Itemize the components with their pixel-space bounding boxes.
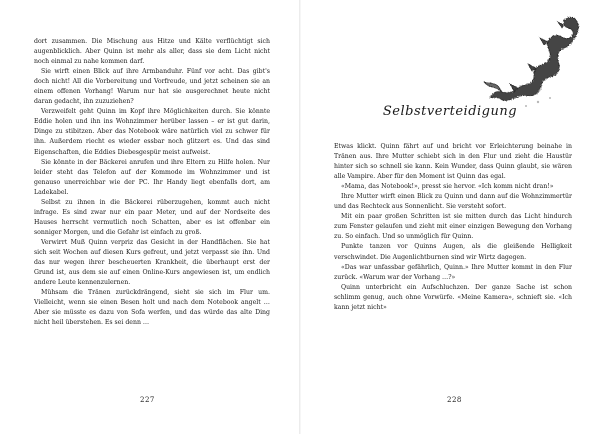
paragraph: Sie wirft einen Blick auf ihre Armbanduhr. Fünf vor acht. Das gibt's doch nicht! All die Vorbereitung und Vorfreude, und jetzt scheinen sie an einem offenen Vorhang! Warum nur hat sie ausgerechnet heute nicht daran gedacht, ihn zuzuziehen? — [34, 68, 270, 106]
paragraph: Sie könnte in der Bäckerei anrufen und ihre Eltern zu Hilfe holen. Nur leider steht das Telefon auf der Kommode im Wohnzimmer und ist genauso unerreichbar wie der PC. Ihr Handy liegt ebenfalls dort, am Ladekabel. — [34, 158, 270, 196]
chapter-title: Selbstverteidigung — [382, 104, 518, 119]
paragraph: Selbst zu ihnen in die Bäckerei rüberzugehen, kommt auch nicht infrage. Es sind zwar nur ein paar Meter, und auf der Nordseite des Hauses herrscht vermutlich noch Schatten, aber es ist offenbar ein sonniger Morgen, und die Gefahr ist einfach zu groß. — [34, 198, 270, 236]
page-number: 228 — [447, 396, 462, 404]
paragraph: Quinn unterbricht ein Aufschluchzen. Der ganze Sache ist schon schlimm genug, auch ohne Vorwürfe. «Meine Kamera», schnieft sie. «Ich kann jetzt nicht» — [334, 283, 572, 311]
paragraph: Verwirrt Muß Quinn verpriz das Gesicht in der Handflächen. Sie hat sich seit Wochen auf diesen Kurs gefreut, und jetzt verpasst sie ihn. Und das nur wegen ihrer bescheuerten Krankheit, die überhaupt erst der Grund ist, aus dem sie auf einen Online-Kurs angewiesen ist, um endlich andere Leute kennenzulernen. — [34, 238, 270, 287]
page-number: 227 — [140, 396, 155, 404]
right-page — [300, 0, 600, 434]
left-page-body — [34, 37, 270, 328]
paragraph: Etwas klickt. Quinn fährt auf und bricht vor Erleichterung beinahe in Tränen aus. Ihre Mutter schiebt sich in den Flur und zieht die Haustür hinter sich so schnell sie kann. Kein Wunder, dass Quinn glaubt, sie wären alle Vampire. Aber für den Moment ist Quinn das egal. — [334, 143, 572, 181]
dragon-illustration — [478, 12, 590, 110]
paragraph: «Das war unfassbar gefährlich, Quinn.» Ihre Mutter kommt in den Flur zurück. «Warum war der Vorhang …?» — [334, 263, 572, 281]
paragraph: Ihre Mutter wirft einen Blick zu Quinn und dann auf die Wohnzimmertür und das Rechteck aus Sonnenlicht. Sie versteht sofort. — [334, 193, 572, 211]
right-page-body — [334, 142, 572, 313]
paragraph: dort zusammen. Die Mischung aus Hitze und Kälte verflüchtigt sich augenblicklich. Aber Quinn ist mehr als aller, dass sie dem Licht nicht noch einmal zu nahe kommen darf. — [34, 38, 270, 66]
paragraph: Verzweifelt geht Quinn im Kopf ihre Möglichkeiten durch. Sie könnte Eddie holen und ihn ins Wohnzimmer herüber lassen – er ist gut darin, Dinge zu stibitzen. Aber das Notebook wäre natürlich viel zu schwer für ihn. Außerdem riecht es wieder essbar noch glitzert es. Und das sind Eigenschaften, die Eddies Diebesgespür meist aufweist. — [34, 108, 270, 156]
paragraph: Mühsam die Tränen zurückdrängend, sieht sie sich im Flur um. Vielleicht, wenn sie einen Besen holt und nach dem Notebook angelt … Aber sie müsste es dazu von Sofa werfen, und das würde das alte Ding nicht heil überstehen. Es sei denn … — [34, 289, 270, 327]
paragraph: Mit ein paar großen Schritten ist sie mitten durch das Licht hindurch zum Fenster gelaufen und zieht mit einer einzigen Bewegung den Vorhang zu. So einfach. Und so unmöglich für Quinn. — [334, 213, 572, 241]
paragraph: Punkte tanzen vor Quinns Augen, als die gleißende Helligkeit verschwindet. Die Augenlichtburnen sind wir Wirtz dagegen. — [334, 243, 572, 261]
paragraph: «Mama, das Notebook!», presst sie hervor. «Ich komm nicht dran!» — [341, 183, 554, 191]
